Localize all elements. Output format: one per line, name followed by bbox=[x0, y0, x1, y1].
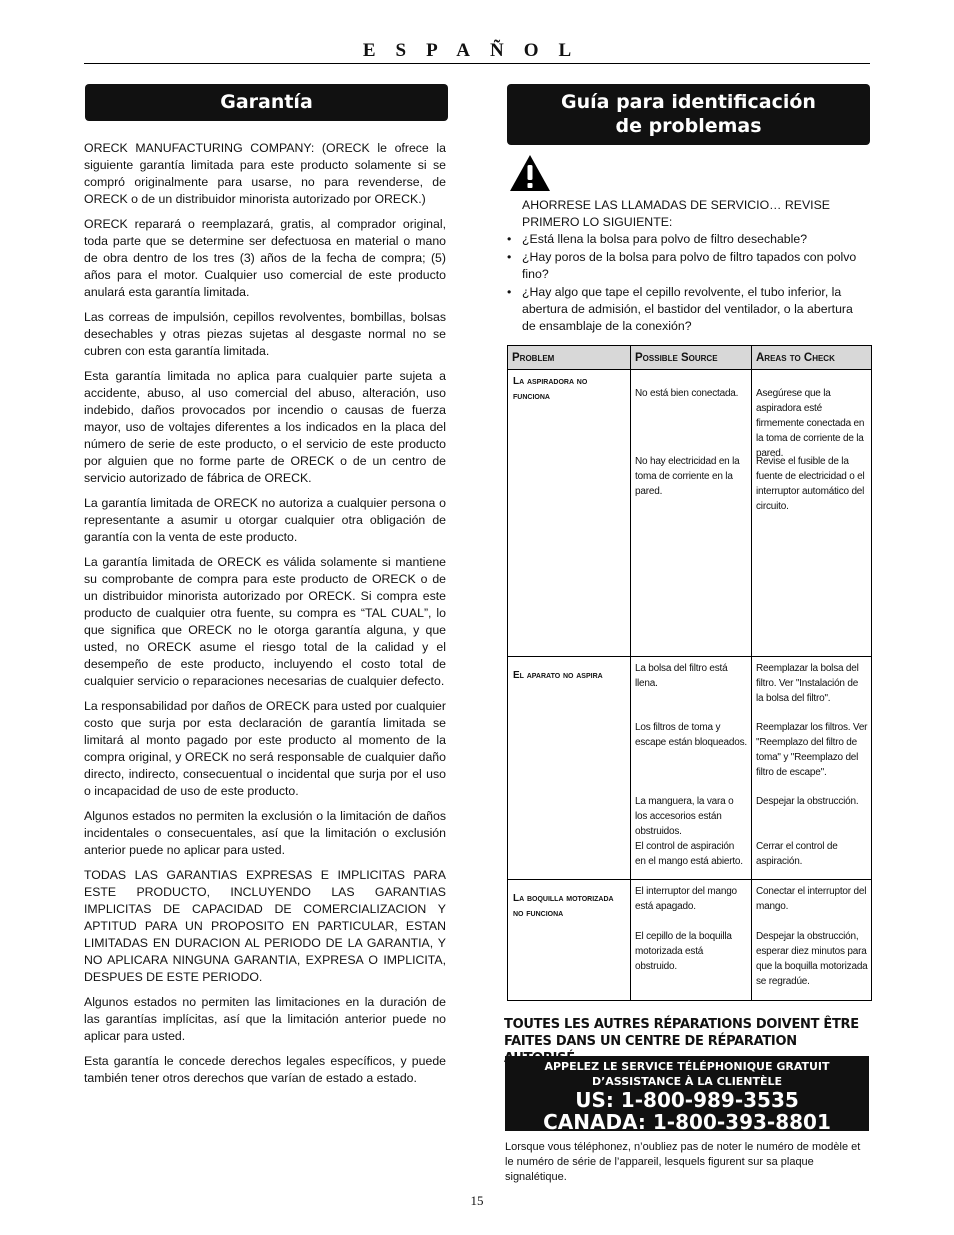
troubleshooting-title-line2: de problemas bbox=[615, 115, 762, 137]
source-cell: No está bien conectada. bbox=[635, 388, 739, 399]
table-row bbox=[508, 657, 872, 880]
call-line2: D’ASSISTANCE À LA CLIENTÈLE bbox=[591, 1075, 783, 1088]
call-note: Lorsque vous téléphonez, n’oubliez pas de noter le numéro de modèle et le numéro de série de l’appareil, lesquels figurent sur sa plaque signalétique. bbox=[505, 1141, 861, 1183]
troubleshooting-title-line1: Guía para identificación bbox=[561, 91, 816, 113]
check-cell: Revise el fusible de la fuente de electricidad o el interruptor automático del circuito. bbox=[756, 456, 865, 512]
bullet: • bbox=[507, 285, 512, 299]
bullet: • bbox=[507, 250, 512, 264]
source-cell: Los filtros de toma y escape están bloqueados. bbox=[635, 722, 747, 748]
warranty-paragraph: La garantía limitada de ORECK no autoriza a cualquier persona o representante a asumir u otorgar cualquier otra obligación de garantía con la venta de este producto. bbox=[84, 496, 446, 544]
troubleshooting-title bbox=[507, 84, 870, 145]
canada-phone: CANADA: 1-800-393-8801 bbox=[543, 1110, 831, 1134]
header-areas-to-check: Areas to Check bbox=[752, 346, 872, 370]
bullet: • bbox=[507, 232, 512, 246]
check-cell: Cerrar el control de aspiración. bbox=[756, 841, 838, 867]
check-cell: Asegúrese que la aspiradora esté firmemente conectada en la toma de corriente de la pared. bbox=[756, 388, 865, 459]
warranty-paragraph: ORECK reparará o reemplazará, gratis, al comprador original, toda parte que se determine ser defectuosa en material o mano de obra dentro de los tres (3) años de la fecha de compra; (5) años para el motor. Cualquier uso comercial de este producto anulará esta garantía limitada. bbox=[84, 217, 446, 299]
warranty-paragraph: TODAS LAS GARANTIAS EXPRESAS E IMPLICITAS PARA ESTE PRODUCTO, INCLUYENDO LAS GARANTIAS IMPLICITAS DE CAPACIDAD DE COMERCIALIZACION Y APTITUD PARA UN PROPOSITO EN PARTICULAR, ESTAN LIMITADAS EN DURACION AL PERIODO DE LA GARANTIA, Y NO APLICARA NINGUNA GARANTIA, EXPRESA O IMPLICITA, DESPUES DE ESTE PERIODO. bbox=[84, 868, 446, 984]
source-cell: El control de aspiración en el mango está abierto. bbox=[635, 841, 743, 867]
header-rule bbox=[84, 63, 870, 64]
check-cell: Reemplazar la bolsa del filtro. Ver "Instalación de la bolsa del filtro". bbox=[756, 663, 859, 704]
warranty-paragraph: Las correas de impulsión, cepillos revolventes, bombillas, bolsas desechables y otras piezas sujetas al desgaste normal no se cubren con esta garantía limitada. bbox=[84, 310, 446, 358]
source-cell: La manguera, la vara o los accesorios están obstruidos. bbox=[635, 796, 734, 837]
table-row bbox=[508, 880, 872, 1001]
warranty-paragraph: ORECK MANUFACTURING COMPANY: (ORECK le ofrece la siguiente garantía limitada para este producto solamente si se compró originalmente para usarse, no para revenderse, de ORECK o de un distribuidor minorista autorizado por ORECK.) bbox=[84, 141, 446, 206]
source-cell: El cepillo de la boquilla motorizada está obstruido. bbox=[635, 931, 732, 972]
language-header: ESPAÑOL bbox=[362, 40, 592, 61]
check-list bbox=[507, 231, 869, 336]
customer-service-box bbox=[505, 1056, 869, 1134]
warranty-paragraph: Algunos estados no permiten la exclusión o la limitación de daños incidentales o consecuentales, así que la limitación o exclusión anterior puede no aplicar para usted. bbox=[84, 809, 446, 857]
check-cell: Despejar la obstrucción, esperar diez minutos para que la boquilla motorizada se regradúe. bbox=[756, 931, 868, 987]
warranty-paragraph: La responsabilidad por daños de ORECK para usted por cualquier costo que surja por esta declaración de garantía limitada se limitará al monto pagado por este producto al momento de la compra original, y ORECK no será responsable de cualquier daño directo, indirecto, consecuentual o incidental que surja por el uso o incapacidad de uso de este producto. bbox=[84, 699, 446, 798]
check-list-item: • ¿Hay poros de la bolsa para polvo de filtro tapados con polvo fino? bbox=[507, 250, 857, 281]
source-cell: La bolsa del filtro está llena. bbox=[635, 663, 728, 689]
warranty-paragraph: La garantía limitada de ORECK es válida solamente si mantiene su comprobante de compra para este producto de ORECK o de un distribuidor minorista autorizado por ORECK. Si compra este producto de cualquier otra fuente, su compra es “TAL CUAL”, lo que significa que ORECK no le otorga garantía alguna, y que usted, no ORECK asume el riesgo total de la calidad y el desempeño de este producto, incluyendo el costo total de cualquier servicio o reparaciones necesarias de cualquier defecto. bbox=[84, 555, 446, 688]
repair-notice-line2: FAITES DANS UN CENTRE DE RÉPARATION bbox=[504, 1034, 797, 1049]
problem-cell: El aparato no aspira bbox=[513, 670, 603, 681]
header-possible-source: Possible Source bbox=[631, 346, 752, 370]
warning-triangle-icon bbox=[508, 153, 552, 193]
warranty-text bbox=[84, 140, 446, 1095]
troubleshooting-table bbox=[507, 345, 872, 1001]
warning-intro: AHORRESE LAS LLAMADAS DE SERVICIO… REVISE PRIMERO LO SIGUIENTE: bbox=[522, 198, 830, 229]
page-number: 15 bbox=[470, 1193, 484, 1208]
call-line1: APPELEZ LE SERVICE TÉLÉPHONIQUE GRATUIT bbox=[544, 1060, 830, 1073]
repair-notice-line1: TOUTES LES AUTRES RÉPARATIONS DOIVENT ÊTRE bbox=[504, 1017, 859, 1032]
table-row bbox=[508, 370, 872, 657]
us-phone: US: 1-800-989-3535 bbox=[575, 1088, 799, 1112]
source-cell: No hay electricidad en la toma de corriente en la pared. bbox=[635, 456, 740, 497]
check-cell: Despejar la obstrucción. bbox=[756, 796, 859, 807]
warranty-paragraph: Esta garantía limitada no aplica para cualquier parte sujeta a accidente, abuso, al uso comercial del abuso, alteración, uso indebido, daños provocados por incendio o causas de fuerza mayor, uso de voltajes diferentes a los indicados en la placa del número de serie de este producto, o el servicio de este producto por alguien que no forme parte de ORECK o de un centro de servicio autorizado de fábrica de ORECK. bbox=[84, 369, 446, 485]
check-cell: Conectar el interruptor del mango. bbox=[756, 886, 867, 912]
source-cell: El interruptor del mango está apagado. bbox=[635, 886, 737, 912]
check-list-item: • ¿Está llena la bolsa para polvo de filtro desechable? bbox=[507, 232, 808, 246]
warranty-paragraph: Algunos estados no permiten las limitaciones en la duración de las garantías implícitas, así que la limitación anterior puede no aplicar para usted. bbox=[84, 995, 446, 1043]
warranty-title: Garantía bbox=[85, 84, 448, 121]
header-problem: Problem bbox=[508, 346, 631, 370]
problem-cell: La aspiradora no funciona bbox=[513, 376, 588, 402]
check-list-item: • ¿Hay algo que tape el cepillo revolvente, el tubo inferior, la abertura de admisión, el bastidor del ventilador, o la abertura de ensamblaje de la conexión? bbox=[507, 285, 853, 333]
check-cell: Reemplazar los filtros. Ver "Reemplazo del filtro de toma" y "Reemplazo del filtro de escape". bbox=[756, 722, 868, 778]
problem-cell: La boquilla motorizada no funciona bbox=[513, 893, 614, 919]
warranty-paragraph: Esta garantía le concede derechos legales específicos, y puede también tener otros derechos que varían de estado a estado. bbox=[84, 1054, 446, 1085]
